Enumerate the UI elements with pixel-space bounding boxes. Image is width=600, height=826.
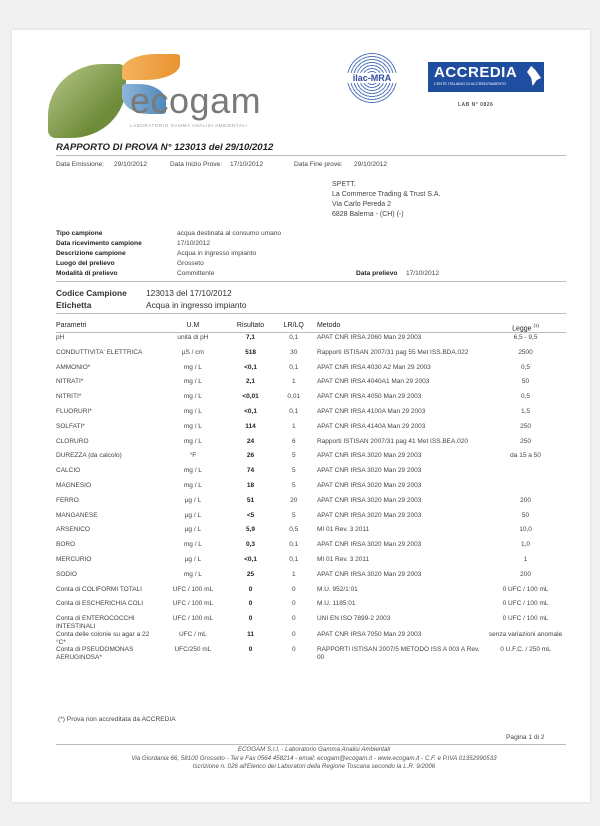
location-label: Luogo del prelievo (56, 260, 115, 267)
address-line: La Commerce Trading & Trust S.A. (332, 191, 441, 198)
label-label: Etichetta (56, 300, 92, 310)
limit-cell: 50 (521, 378, 530, 386)
lrlq-cell: 5 (291, 481, 296, 489)
lrlq-cell: 1 (291, 422, 296, 430)
unit-cell: µg / L (184, 511, 202, 519)
limit-cell: da 15 a 50 (510, 452, 541, 460)
limit-cell: 0 UFC / 100 mL (502, 615, 549, 623)
lrlq-cell: 0 (291, 585, 296, 593)
limit-cell: 0 UFC / 100 mL (502, 600, 549, 608)
unit-cell: µg / L (184, 526, 202, 534)
unit-cell: mg / L (183, 407, 202, 415)
lrlq-cell: 1 (291, 570, 296, 578)
limit-cell: 0,5 (521, 393, 531, 401)
table-row (56, 378, 570, 393)
result-cell: 2,1 (246, 378, 256, 386)
table-row (56, 512, 570, 527)
header-risultato: Risultato (236, 322, 265, 329)
method-cell: APAT CNR IRSA 3020 Man 29 2003 (316, 570, 422, 578)
sample-divider (56, 281, 566, 282)
result-cell: 74 (246, 467, 255, 475)
method-cell: APAT CNR IRSA 4050 Man 29 2003 (316, 393, 422, 401)
unit-cell: mg / L (183, 467, 202, 475)
result-cell: <0,1 (244, 407, 257, 415)
parameter-cell: Conta di PSEUDOMONAS AERUGINOSA* (56, 646, 134, 662)
lrlq-cell: 0 (291, 615, 296, 623)
method-cell: APAT CNR IRSA 3020 Man 29 2003 (316, 496, 422, 504)
limit-cell: 0 UFC / 100 mL (502, 585, 549, 593)
lrlq-cell: 0,01 (287, 393, 301, 401)
footer (56, 746, 572, 772)
title-divider (56, 155, 566, 156)
unit-cell: µg / L (184, 496, 202, 504)
parameter-cell: SODIO (56, 570, 77, 578)
limit-cell: 6,5 - 9,5 (513, 334, 538, 341)
received-label: Data ricevimento campione (56, 240, 142, 247)
footer-line: Via Giordania 66, 58100 Grosseto - Tel e Fax 0564 458214 - email: ecogam@ecogam.it - www.ecogam.it - C.F. e P.IVA 01352990533 (131, 754, 497, 762)
sample-label: Acqua in ingresso impianto (146, 300, 247, 310)
lrlq-cell: 6 (291, 437, 296, 445)
limit-cell: 200 (520, 496, 531, 504)
parameter-cell: MAGNESIO (56, 481, 92, 489)
limit-cell: 0 U.F.C. / 250 mL (500, 646, 551, 654)
parameter-cell: AMMONIO* (56, 363, 91, 371)
unit-cell: UFC / 100 mL (172, 615, 214, 623)
unit-cell: mg / L (183, 437, 202, 445)
lrlq-cell: 0,1 (289, 363, 299, 371)
method-cell: Rapporti ISTISAN 2007/31 pag 55 Met ISS.BDA.022 (316, 348, 469, 356)
result-cell: <5 (246, 511, 255, 519)
logo-leaf-green (48, 64, 126, 138)
ilac-mra-logo (346, 52, 398, 104)
parameter-cell: Conta di ESCHERICHIA COLI (56, 600, 144, 608)
lrlq-cell: 0,1 (289, 334, 299, 341)
limit-cell: 250 (520, 422, 531, 430)
method-cell: M.U. 1185:01 (316, 600, 356, 608)
result-cell: 5,9 (246, 526, 256, 534)
accredia-logo (428, 62, 544, 92)
method-cell: APAT CNR IRSA 3020 Man 29 2003 (316, 481, 422, 489)
result-cell: 51 (246, 496, 255, 504)
unit-cell: unità di pH (177, 334, 209, 341)
table-row (56, 482, 570, 497)
sampling-date: 17/10/2012 (406, 270, 440, 277)
table-row (56, 571, 570, 586)
results-table (56, 322, 570, 662)
description-label: Descrizione campione (56, 250, 126, 257)
table-row (56, 334, 570, 349)
lab-number: LAB N° 0826 (458, 102, 494, 108)
parameter-cell: Conta delle colonie su agar a 22 °C* (56, 630, 150, 646)
logo-subtitle: LABORATORIO GAMMA ANALISI AMBIENTALI (130, 123, 248, 128)
table-row (56, 615, 570, 631)
parameter-cell: CLORURO (56, 437, 89, 445)
result-cell: 25 (246, 570, 255, 578)
method-cell: APAT CNR IRSA 3020 Man 29 2003 (316, 467, 422, 475)
table-row (56, 497, 570, 512)
ecogam-logo (48, 48, 278, 138)
result-cell: 0 (248, 615, 253, 623)
parameter-cell: pH (56, 334, 65, 341)
limit-cell (481, 467, 570, 482)
result-cell: 518 (245, 348, 256, 356)
result-cell: <0,01 (242, 393, 259, 401)
description: Acqua in ingresso impianto (177, 250, 257, 257)
lrlq-cell: 5 (291, 467, 296, 475)
unit-cell: mg / L (183, 393, 202, 401)
sample-type-label: Tipo campione (56, 230, 103, 237)
limit-cell: 0,5 (521, 363, 531, 371)
table-row (56, 631, 570, 647)
logo-word: ecogam (130, 80, 262, 121)
sample-code-label: Codice Campione (56, 288, 127, 298)
method-cell: APAT CNR IRSA 3020 Man 29 2003 (316, 511, 422, 519)
unit-cell: µS / cm (181, 348, 204, 356)
lrlq-cell: 0,5 (289, 526, 299, 534)
header-parametri: Parametri (56, 322, 87, 329)
result-cell: 0 (248, 646, 253, 654)
sample-type: acqua destinata al consumo umano (177, 230, 282, 237)
limit-cell: 10,0 (519, 526, 532, 534)
table-row (56, 393, 570, 408)
limit-cell: 1,0 (521, 541, 531, 549)
code-divider (56, 313, 566, 314)
table-row (56, 408, 570, 423)
parameter-cell: FERRO (56, 496, 79, 504)
unit-cell: °F (189, 452, 197, 460)
parameter-cell: SOLFATI* (56, 422, 85, 430)
logo-leaf-orange (122, 54, 180, 80)
parameter-cell: NITRATI* (56, 378, 84, 386)
method-cell: UNI EN ISO 7899-2 2003 (316, 615, 391, 623)
non-accredited-note: (*) Prova non accreditata da ACCREDIA (58, 716, 176, 723)
accredia-name: ACCREDIA (434, 64, 518, 81)
parameter-cell: Conta di ENTEROCOCCHI INTESTINALI (56, 615, 135, 630)
unit-cell: mg / L (183, 422, 202, 430)
method-cell: MI 01 Rev. 3 2011 (316, 526, 370, 534)
lrlq-cell: 0 (291, 600, 296, 608)
table-row (56, 556, 570, 571)
lrlq-cell: 30 (290, 348, 298, 356)
lrlq-cell: 5 (291, 511, 296, 519)
unit-cell: mg / L (183, 481, 202, 489)
lrlq-cell: 0,1 (289, 555, 299, 563)
method-cell: M.U. 952/1:01 (316, 585, 358, 593)
method-cell: MI 01 Rev. 3 2011 (316, 555, 370, 563)
address-line: 6828 Balerna - (CH) (-) (332, 211, 404, 218)
limit-cell: 1 (523, 555, 528, 563)
limit-cell: 250 (520, 437, 531, 445)
table-row (56, 541, 570, 556)
result-cell: <0,1 (244, 555, 257, 563)
method-cell: APAT CNR IRSA 4140A Man 29 2003 (316, 422, 426, 430)
parameter-cell: Conta di COLIFORMI TOTALI (56, 585, 142, 593)
method-cell: APAT CNR IRSA 4030 A2 Man 29 2003 (316, 363, 431, 371)
header-divider (56, 332, 566, 333)
report-title: RAPPORTO DI PROVA N° 123013 del 29/10/2012 (56, 142, 274, 153)
result-cell: 114 (245, 422, 256, 430)
table-row (56, 646, 570, 662)
result-cell: <0,1 (244, 363, 257, 371)
method: Committente (177, 270, 215, 277)
method-cell: Rapporti ISTISAN 2007/31 pag 41 Met ISS.BEA.020 (316, 437, 469, 445)
unit-cell: UFC / mL (178, 630, 207, 638)
start-date: 17/10/2012 (230, 161, 264, 168)
method-cell: APAT CNR IRSA 3020 Man 29 2003 (316, 452, 422, 460)
method-cell: APAT CNR IRSA 2060 Man 29 2003 (316, 334, 422, 341)
unit-cell: mg / L (183, 378, 202, 386)
end-date: 29/10/2012 (354, 161, 388, 168)
result-cell: 18 (246, 481, 255, 489)
sampling-date-label: Data prelievo (356, 270, 398, 277)
footer-divider (56, 744, 566, 745)
result-cell: 0 (248, 600, 253, 608)
unit-cell: mg / L (183, 570, 202, 578)
table-row (56, 438, 570, 453)
lrlq-cell: 0,1 (289, 407, 299, 415)
parameter-cell: DUREZZA (da calcolo) (56, 452, 122, 460)
limit-cell: 200 (520, 570, 531, 578)
parameter-cell: CONDUTTIVITA' ELETTRICA (56, 348, 143, 356)
parameter-cell: MERCURIO (56, 555, 92, 563)
limit-cell: 2500 (518, 348, 533, 356)
table-row (56, 452, 570, 467)
unit-cell: µg / L (184, 555, 202, 563)
ilac-mra-text: ilac-MRA (346, 73, 398, 83)
unit-cell: UFC/250 mL (174, 646, 212, 654)
emission-label: Data Emissione: (56, 161, 105, 168)
unit-cell: mg / L (183, 363, 202, 371)
parameter-cell: NITRITI* (56, 393, 82, 401)
sample-code: 123013 del 17/10/2012 (146, 288, 232, 298)
table-row (56, 600, 570, 615)
lrlq-cell: 20 (290, 496, 298, 504)
header-lrlq: LR/LQ (283, 322, 304, 329)
method-label: Modalità di prelievo (56, 270, 118, 277)
parameter-cell: ARSENICO (56, 526, 90, 534)
lrlq-cell: 0 (291, 646, 296, 654)
emission-date: 29/10/2012 (114, 161, 148, 168)
header-legge-text: Legge (512, 325, 532, 333)
method-cell: APAT CNR IRSA 4040A1 Man 29 2003 (316, 378, 430, 386)
unit-cell: UFC / 100 mL (172, 585, 214, 593)
report-page (12, 30, 590, 802)
table-row (56, 526, 570, 541)
footer-line: Iscrizione n. 026 all'Elenco dei Laboratori della Regione Toscana secondo la L.R. 9/2006 (192, 763, 436, 771)
lrlq-cell: 1 (291, 378, 296, 386)
address-line: Via Carlo Pereda 2 (332, 201, 392, 208)
start-label: Data Inizio Prove: (170, 161, 223, 168)
limit-cell (481, 482, 570, 497)
table-row (56, 423, 570, 438)
table-row (56, 586, 570, 601)
result-cell: 24 (246, 437, 255, 445)
accredia-subtitle: L'ENTE ITALIANO DI ACCREDITAMENTO (434, 82, 507, 86)
unit-cell: UFC / 100 mL (172, 600, 214, 608)
limit-cell: senza variazioni anomale (488, 630, 563, 638)
result-cell: 0,3 (246, 541, 256, 549)
lrlq-cell: 5 (291, 452, 296, 460)
limit-cell: 50 (521, 511, 530, 519)
method-cell: APAT CNR IRSA 3020 Man 29 2003 (316, 541, 422, 549)
parameter-cell: FLUORURI* (56, 407, 92, 415)
result-cell: 7,1 (246, 334, 256, 341)
lrlq-cell: 0,1 (289, 541, 299, 549)
result-cell: 11 (247, 630, 254, 638)
parameter-cell: BORO (56, 541, 76, 549)
table-row (56, 364, 570, 379)
table-row (56, 349, 570, 364)
page-number: Pagina 1 di 2 (506, 734, 545, 741)
lrlq-cell: 0 (291, 630, 296, 638)
header-metodo: Metodo (316, 322, 341, 329)
result-cell: 0 (248, 585, 253, 593)
received-date: 17/10/2012 (177, 240, 211, 247)
location: Grosseto (177, 260, 204, 267)
results-body (56, 334, 570, 662)
result-cell: 26 (246, 452, 255, 460)
limit-cell: 1,5 (521, 407, 531, 415)
end-label: Data Fine prove: (294, 161, 343, 168)
header-um: U.M (186, 322, 200, 329)
parameter-cell: MANGANESE (56, 511, 98, 519)
parameter-cell: CALCIO (56, 467, 81, 475)
unit-cell: mg / L (183, 541, 202, 549)
header-note-ref: (1) (533, 323, 539, 328)
italy-map-icon (527, 66, 541, 86)
method-cell: RAPPORTI ISTISAN 2007/5 METODO ISS A 003 A Rev. 00 (316, 646, 480, 662)
method-cell: APAT CNR IRSA 7050 Man 29 2003 (316, 630, 422, 638)
footer-line: ECOGAM S.r.l. - Laboratorio Gamma Analisi Ambientali (237, 746, 391, 753)
table-row (56, 467, 570, 482)
method-cell: APAT CNR IRSA 4100A Man 29 2003 (316, 407, 426, 415)
address-line: SPETT. (332, 181, 356, 188)
